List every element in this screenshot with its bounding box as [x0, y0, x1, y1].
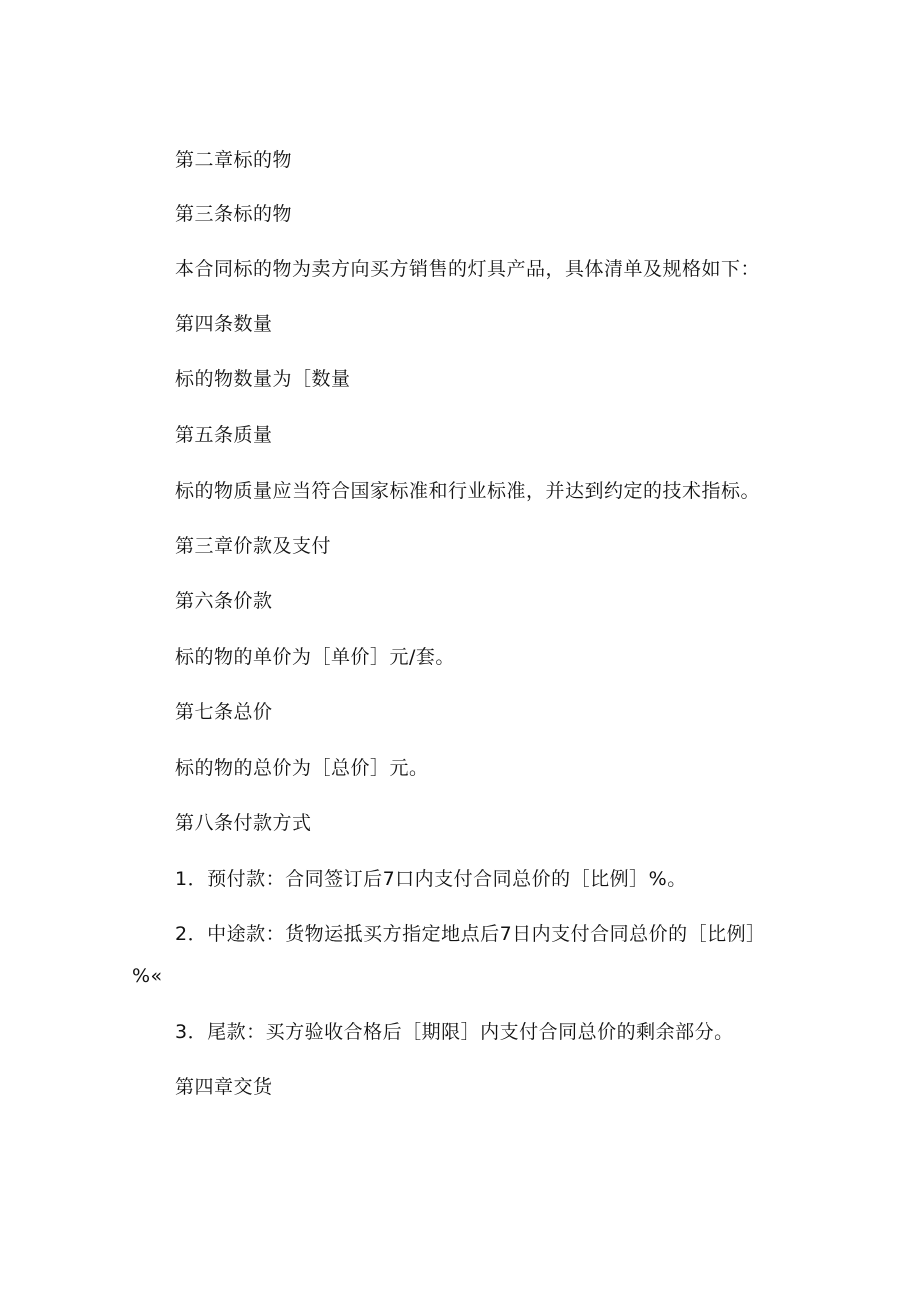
paragraph: 本合同标的物为卖方向买方销售的灯具产品，具体清单及规格如下：: [175, 258, 761, 280]
article-heading: 第七条总价: [175, 701, 273, 723]
list-item: 3．尾款：买方验收合格后［期限］内支付合同总价的剩余部分。: [175, 1021, 734, 1043]
chapter-heading: 第三章价款及支付: [175, 535, 332, 557]
article-heading: 第四条数量: [175, 313, 273, 335]
list-item-continuation: %«: [132, 965, 163, 987]
list-item: 2．中途款：货物运抵买方指定地点后7日内支付合同总价的［比例］: [175, 923, 766, 945]
paragraph: 标的物数量为［数量: [175, 368, 351, 390]
article-heading: 第六条价款: [175, 590, 273, 612]
paragraph: 标的物质量应当符合国家标准和行业标准，并达到约定的技术指标。: [175, 480, 761, 502]
article-heading: 第八条付款方式: [175, 812, 312, 834]
paragraph: 标的物的总价为［总价］元。: [175, 757, 429, 779]
article-heading: 第三条标的物: [175, 203, 293, 225]
chapter-heading: 第四章交货: [175, 1076, 273, 1098]
chapter-heading: 第二章标的物: [175, 149, 293, 171]
paragraph: 标的物的单价为［单价］元/套。: [175, 646, 455, 668]
list-item: 1．预付款：合同签订后7口内支付合同总价的［比例］%。: [175, 868, 687, 890]
article-heading: 第五条质量: [175, 424, 273, 446]
